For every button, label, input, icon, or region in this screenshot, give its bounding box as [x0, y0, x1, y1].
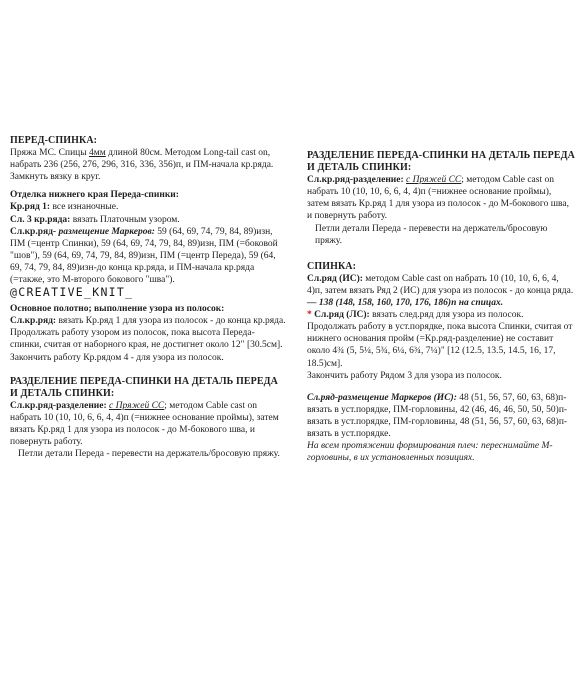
row-text: 59 (64, 69, 74, 79, 84, 89)изн, ПМ (=центр Спинки), 59 (64, 69, 74, 79, 84, 89)изн, ПМ (=боковой "шов"), 59 (64, 69, 74, 79, 84, 89)изн, ПМ (=центр Переда), 59 (64, 69, 74, 79, 84, 89)изн-до конца кр.ряда, и ПМ-начала кр.ряда (=также, это М-второго бокового "шва"). [10, 226, 278, 286]
body-end: Закончить работу Кр.рядом 4 - для узора из полосок. [10, 352, 224, 363]
hem-markers [10, 226, 286, 286]
row-label: Сл.кр.ряд-разделение: [307, 175, 404, 186]
hem-title: Отделка нижнего края Переда-спинки: [10, 190, 179, 201]
hem-row-3 [10, 214, 286, 226]
split-title: РАЗДЕЛЕНИЕ ПЕРЕДА-СПИНКИ НА ДЕТАЛЬ ПЕРЕДА И ДЕТАЛЬ СПИНКИ: [307, 150, 575, 174]
back-end: Закончить работу Рядом 3 для узора из полосок. [307, 370, 502, 381]
hem-row-1 [10, 201, 286, 213]
row-text: вязать Кр.ряд 1 для узора из полосок - до конца кр.ряда. [56, 316, 286, 327]
row-label-italic: размещение Маркеров: [56, 226, 155, 237]
row-label: Сл.кр.ряд-разделение: [10, 400, 107, 411]
back-continue: Продолжать работу в уст.порядке, пока высота Спинки, считая от нижнего основания пройм (=Кр.ряд-разделение) не составит около 4¾ (5, 5¼, 5¾, 6¼, 6¾, 7¼)" [12 (12.5, 13.5, 14.5, 16, 17, 18.5)см]. [307, 322, 573, 369]
row-label: Сл.ряд-размещение Маркеров (ИС): [307, 392, 457, 403]
left-column [10, 135, 286, 460]
intro-text-2: длиной 80см. Методом Long-tail cast on, набрать 236 (256, 276, 296, 316, 336, 356)п, и ПМ-начала кр.ряда. Замкнуть вязку в круг. [10, 148, 274, 183]
row-label: Сл. 3 кр.ряда: [10, 214, 71, 225]
row-text: ; методом Cable cast on набрать 10 (10, 10, 6, 6, 4, 4)п (=нижнее основание проймы), затем вязать Кр.ряд 1 для узора из полосок - до М-бокового шва, и повернуть работу. [307, 175, 569, 222]
body-continue: Продолжать работу узором из полосок, пока высота Переда-спинки, считая от наборного края, не достигнет около 12" [30.5см]. [10, 328, 283, 351]
row-label: Сл.кр.ряд- [10, 226, 57, 237]
row-text: ; методом Cable cast on набрать 10 (10, 10, 6, 6, 4, 4)п (=нижнее основание проймы), затем вязать Кр.ряд 1 для узора из полосок - до М-бокового шва, и повернуть работу. [10, 400, 279, 448]
yarn-label: с Пряжей СС [109, 400, 165, 411]
stitch-count: — 138 (148, 158, 160, 170, 176, 186)п на спицах. [307, 298, 504, 309]
split-row [10, 400, 286, 448]
shoulder-note: На всем протяжении формирования плеч: переснимайте М-горловины, в их установленных позициях. [307, 441, 553, 464]
right-column [307, 150, 575, 464]
back-ws-row [307, 273, 575, 297]
back-markers [307, 392, 575, 440]
row-text: все изнаночные. [50, 202, 119, 213]
star-marker: * [307, 310, 312, 321]
split-title: РАЗДЕЛЕНИЕ ПЕРЕДА-СПИНКИ НА ДЕТАЛЬ ПЕРЕДА И ДЕТАЛЬ СПИНКИ: [10, 375, 278, 399]
back-rs-row [307, 309, 575, 321]
body-title: Основное полотно; выполнение узора из полосок: [10, 304, 225, 315]
split-row [307, 174, 575, 222]
row-text: 48 (51, 56, 57, 60, 63, 68)п-вязать в уст.порядке, ПМ-горловины, 42 (46, 46, 46, 50, 50, 50)п-вязать в уст.порядке, ПМ-горловины, 48 (51, 56, 57, 60, 63, 68)п-вязать в уст.порядке. [307, 392, 568, 439]
body-row [10, 315, 286, 327]
yarn-label: с Пряжей СС [406, 175, 462, 186]
watermark-text: @CREATIVE_KNIT_ [10, 285, 134, 300]
split-note: Петли детали Переда - перевести на держатель/бросовую пряжу. [18, 449, 280, 460]
row-label: Кр.ряд 1: [10, 202, 51, 213]
row-text: вязать Платочным узором. [70, 214, 180, 225]
row-text: вязать след.ряд для узора из полосок. [369, 310, 524, 321]
intro-text: Пряжа МС. Спицы [10, 148, 90, 159]
row-label: Сл.кр.ряд: [10, 316, 57, 327]
row-text: методом Cable cast on набрать 10 (10, 10, 6, 6, 4, 4)п, затем вязать Ряд 2 (ИС) для узора из полосок - до конца ряда. [307, 273, 574, 296]
front-back-title: ПЕРЕД-СПИНКА: [10, 135, 98, 146]
needle-size: 4мм [89, 148, 106, 159]
intro-paragraph [10, 147, 286, 183]
split-note: Петли детали Переда - перевести на держатель/бросовую пряжу. [315, 223, 548, 246]
row-label: Сл.ряд (ИС): [307, 273, 363, 284]
row-label: Сл.ряд (ЛС): [311, 310, 370, 321]
back-title: СПИНКА: [307, 260, 357, 272]
